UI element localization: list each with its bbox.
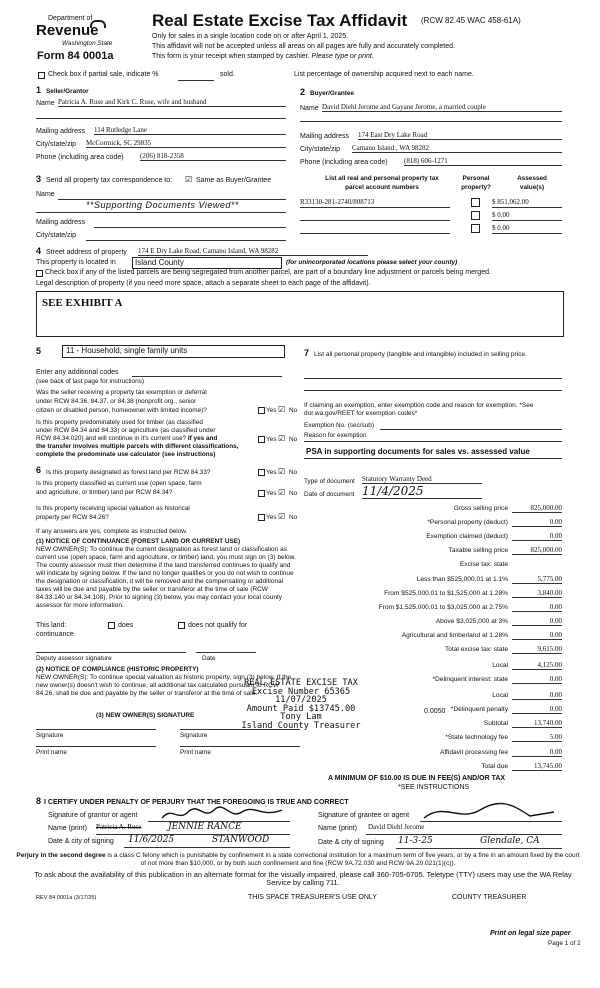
calc-label: Affidavit processing fee — [439, 748, 508, 756]
psa-reason: PSA in supporting documents for sales vs. assessed value — [306, 447, 530, 456]
buyer-mail-label: Mailing address — [300, 133, 350, 140]
document-type[interactable]: Statutory Warranty Deed — [362, 475, 482, 484]
seller-city[interactable]: McCormick, SC 29835 — [86, 139, 286, 148]
assessed-header: Assessed — [517, 175, 547, 182]
calc-value[interactable]: 0.00 — [512, 705, 562, 714]
personal-checkbox[interactable] — [471, 211, 480, 220]
note-1: Only for sales in a single location code on or after April 1, 2025. — [152, 33, 349, 40]
calc-value[interactable]: 5.00 — [512, 733, 562, 742]
segregated-label: Check box if any of the listed parcels are being segregated from another parcel, are part of a boundary line adjustment or parcels being merged. — [45, 269, 491, 276]
personal-header: Personal — [462, 175, 490, 182]
buyer-name[interactable]: David Diehl Jerome and Gayane Jerome, a married couple — [322, 103, 562, 112]
county-treasurer: COUNTY TREASURER — [452, 894, 527, 901]
calc-value[interactable]: 13,740.00 — [512, 719, 562, 728]
treasurer-use: THIS SPACE TREASURER'S USE ONLY — [248, 894, 377, 901]
codes-label: Enter any additional codes — [36, 369, 119, 376]
calc-label: Exemption claimed (deduct) — [426, 533, 508, 541]
grantee-name-print[interactable]: David Diehl Jerome — [368, 823, 425, 831]
calc-label: Gross selling price — [453, 505, 508, 512]
personal-checkbox[interactable] — [471, 224, 480, 233]
calc-value[interactable]: 4,125.00 — [512, 661, 562, 670]
parcel-header: List all real and personal property tax — [325, 175, 439, 182]
forest-yes-checkbox[interactable] — [258, 469, 265, 476]
exemption-no-checkbox[interactable]: ☑ — [278, 405, 286, 414]
buyer-phone-label: Phone (including area code) — [300, 159, 388, 166]
seller-phone-label: Phone (including area code) — [36, 154, 124, 161]
calc-value[interactable]: 0.00 — [512, 631, 562, 640]
grantor-name-hw[interactable]: JENNIE RANCE — [168, 822, 242, 832]
calc-value[interactable]: 0.00 — [512, 532, 562, 541]
certify-text: I CERTIFY UNDER PENALTY OF PERJURY THAT THE FOREGOING IS TRUE AND CORRECT — [44, 799, 349, 806]
document-date[interactable]: 11/4/2025 — [362, 484, 482, 499]
page-number: Page 1 of 2 — [548, 940, 581, 947]
alt-format-notice: To ask about the availability of this publication in an alternate format for the visually impaired, please call 360-705-6705. Teletype (TTY) users may use the WA Relay Service by calling 711. — [34, 870, 572, 887]
use-code-select[interactable]: 11 - Household, single family units — [62, 345, 285, 358]
seller-mail[interactable]: 114 Rutledge Lane — [94, 126, 286, 135]
revenue-logo: Revenue — [36, 22, 99, 39]
sec3-num: 3 — [36, 174, 42, 184]
calc-value[interactable]: 0.00 — [512, 691, 562, 700]
assessed-value[interactable]: $ 0.00 — [492, 224, 562, 234]
does-not-checkbox[interactable] — [178, 622, 185, 629]
assessed-value[interactable]: $ 851,062.00 — [492, 198, 562, 208]
calc-label: *Personal property (deduct) — [427, 519, 508, 527]
sec3-city-label: City/state/zip — [36, 232, 77, 239]
calc-label: From $1,525,000.01 to $3,025,000 at 2.75% — [378, 603, 508, 611]
seller-phone[interactable]: (206) 818-2358 — [140, 152, 286, 161]
calc-label: Agricultural and timberland at 1.28% — [401, 631, 508, 639]
does-checkbox[interactable] — [108, 622, 115, 629]
state-label: Washington State — [62, 40, 113, 47]
buyer-num: 2 — [300, 87, 306, 97]
historic-no-checkbox[interactable]: ☑ — [278, 512, 286, 521]
county-label: This property is located in — [36, 259, 116, 266]
page-title: Real Estate Excise Tax Affidavit — [152, 11, 408, 30]
buyer-heading: Buyer/Grantee — [310, 90, 355, 97]
grantor-date[interactable]: 11/6/2025 — [128, 835, 175, 845]
sec8-num: 8 — [36, 796, 42, 806]
perjury-notice: Perjury in the second degree is a class C felony which is punishable by confinement in a state correctional institution for a maximum term of five years, or by a fine in an amount fixed by the court of not more than $10,000, or by both such confinement and fine (RCW 9A.72.030 and RCW 9A.20.021(1)(c)). — [16, 852, 580, 867]
legal-description: SEE EXHIBIT A — [42, 297, 123, 309]
seller-heading: Seller/Grantor — [46, 88, 89, 95]
seller-mail-label: Mailing address — [36, 128, 86, 135]
calc-value[interactable]: 3,840.00 — [512, 589, 562, 598]
calc-value[interactable]: 9,615.00 — [512, 645, 562, 654]
grantor-city[interactable]: STANWOOD — [212, 835, 270, 845]
sec5-num: 5 — [36, 346, 42, 356]
calc-label: Taxable selling price — [448, 547, 508, 555]
calc-value[interactable]: 0.00 — [512, 518, 562, 527]
parcel-header-2: parcel account numbers — [345, 184, 419, 191]
continuance-text: NEW OWNER(S): To continue the current designation as forest land or classification as current use (open space, farm and agriculture, or timber) land, you must sign on (3) below. The county assessor must then determine if the land transferred continues to qualify and will indicate by signing below. If the land no longer qualifies or you do not wish to continue the designation or classification, it will be removed and the compensating or additional taxes will be due and payable by the seller or transferor at the time of sale (RCW 84.33.140 or 84.34.108). Prior to signing (3) below, you may contact your local county assessor for more information. — [36, 546, 296, 609]
calc-label: Total excise tax: state — [444, 646, 508, 653]
grantee-city[interactable]: Glendale, CA — [480, 836, 540, 846]
compliance-text: NEW OWNER(S): To continue special valuation as historic property, sign (3) below. If the new owner(s) doesn't wish to continue, all additional tax calculated pursuant to RCW 84.26, shall be due and payable by the seller or transferor at the time of sale. — [36, 674, 292, 697]
note-3: This form is your receipt when stamped by cashier. Please type or print. — [152, 53, 374, 60]
personal-checkbox[interactable] — [471, 198, 480, 207]
dept-label: Department of — [48, 15, 93, 22]
receipt-stamp: REAL ESTATE EXCISE TAX Excise Number 65365 11/07/2025 Amount Paid $13745.00 Tony Lam Island County Treasurer — [241, 678, 361, 731]
county-note: (for unincorporated locations please select your county) — [286, 259, 458, 266]
documents-viewed-stamp: **Supporting Documents Viewed** — [86, 200, 239, 210]
assessed-header-2: value(s) — [519, 184, 545, 191]
forest-no-checkbox[interactable]: ☑ — [278, 467, 286, 476]
legal-size-note: Print on legal size paper — [490, 930, 571, 937]
buyer-city-label: City/state/zip — [300, 146, 341, 153]
timber-no-checkbox[interactable]: ☑ — [278, 434, 286, 443]
see-instructions: *SEE INSTRUCTIONS — [398, 784, 470, 791]
calc-value[interactable]: 825,000.00 — [512, 546, 562, 555]
exemption-yes-checkbox[interactable] — [258, 407, 265, 414]
personal-header-2: property? — [461, 184, 491, 191]
grantor-signature[interactable] — [158, 804, 288, 824]
calc-value[interactable]: 0.00 — [512, 748, 562, 757]
historic-yes-checkbox[interactable] — [258, 514, 265, 521]
logo-arc-icon — [90, 20, 106, 28]
parcel-number[interactable] — [300, 224, 450, 234]
sec7-num: 7 — [304, 348, 310, 358]
note-2: This affidavit will not be accepted unless all areas on all pages are fully and accurately completed. — [152, 43, 455, 50]
local-rate: 0.0050 — [424, 708, 446, 715]
grantee-signature[interactable] — [420, 798, 560, 826]
calc-label: *State technology fee — [445, 734, 508, 742]
sec4-num: 4 — [36, 246, 42, 256]
calc-label: *Delinquent penalty — [450, 706, 508, 714]
calc-label: Local — [492, 692, 508, 700]
same-as-buyer-checkbox[interactable]: ☑ — [185, 175, 193, 184]
seller-num: 1 — [36, 85, 42, 95]
sec6-num: 6 — [36, 465, 42, 475]
partial-label: Check box if partial sale, indicate % — [48, 71, 159, 78]
calc-value[interactable]: 825,000.00 — [512, 504, 562, 513]
calc-value[interactable]: 0.00 — [512, 603, 562, 612]
calc-label: From $525,000.01 to $1,525,000 at 1.28% — [384, 589, 508, 597]
buyer-mail[interactable]: 174 East Dry Lake Road — [358, 131, 562, 140]
grantee-date[interactable]: 11-3-25 — [398, 836, 433, 846]
calc-label: Excise tax: state — [459, 561, 508, 569]
calc-value[interactable]: 5,775.00 — [512, 575, 562, 584]
buyer-phone[interactable]: (818) 606-1271 — [404, 157, 562, 166]
sec3-name-label: Name — [36, 191, 55, 198]
seller-city-label: City/state/zip — [36, 141, 77, 148]
rcw-ref: (RCW 82.45 WAC 458-61A) — [421, 16, 521, 25]
form-revision: REV 84 0001a (3/17/25) — [36, 895, 97, 901]
timber-yes-checkbox[interactable] — [258, 436, 265, 443]
current-use-no-checkbox[interactable]: ☑ — [278, 488, 286, 497]
calc-label: Total due — [481, 762, 508, 770]
grantor-name-print[interactable]: Patricia A. Ruse — [96, 823, 142, 831]
sec3-text: Send all property tax correspondence to: — [46, 177, 173, 184]
seller-name-label: Name — [36, 100, 55, 107]
property-street[interactable]: 174 E Dry Lake Road, Camano Island, WA 98282 — [138, 247, 368, 256]
parcel-number[interactable]: R33130-281-2740/808713 — [300, 198, 450, 208]
calc-value[interactable]: 13,745.00 — [512, 762, 562, 771]
calc-label: Less than $525,000.01 at 1.1% — [416, 575, 508, 583]
parcel-number[interactable] — [300, 211, 450, 221]
buyer-name-label: Name — [300, 105, 319, 112]
pct-note: List percentage of ownership acquired next to each name. — [294, 71, 474, 78]
calc-label: Above $3,025,000 at 3% — [435, 617, 508, 625]
buyer-city[interactable]: Camano Island , WA 98282 — [352, 144, 562, 153]
calc-label: Local — [492, 662, 508, 669]
county-select[interactable]: Island County — [132, 257, 282, 269]
street-label: Street address of property — [46, 249, 127, 256]
partial-sold: sold. — [220, 71, 235, 78]
calc-value[interactable]: 0.00 — [512, 675, 562, 684]
partial-sale-checkbox[interactable] — [38, 72, 45, 79]
calc-value[interactable]: 0.00 — [512, 617, 562, 626]
sec7-text: List all personal property (tangible and intangible) included in selling price. — [314, 351, 527, 358]
form-number: Form 84 0001a — [37, 50, 114, 62]
minimum-notice: A MINIMUM OF $10.00 IS DUE IN FEE(S) AND/OR TAX — [328, 775, 506, 782]
seller-name[interactable]: Patricia A. Ruse and Kirk C. Ruse, wife and husband — [58, 98, 286, 107]
same-as-buyer-label: Same as Buyer/Grantee — [196, 177, 272, 184]
segregated-checkbox[interactable] — [36, 270, 43, 277]
calc-label: *Delinquent interest: state — [432, 676, 508, 684]
legal-label: Legal description of property (if you need more space, attach a separate sheet to each page of the affidavit). — [36, 280, 371, 287]
calc-label: Subtotal — [483, 720, 508, 728]
assessed-value[interactable]: $ 0.00 — [492, 211, 562, 221]
sec3-mail-label: Mailing address — [36, 219, 86, 226]
current-use-yes-checkbox[interactable] — [258, 490, 265, 497]
exemption-text: If claiming an exemption, enter exemption code and reason for exemption. *See dor.wa.gov/REET for exemption codes* — [304, 402, 534, 417]
codes-label-2: (see back of last page for instructions) — [36, 378, 144, 385]
